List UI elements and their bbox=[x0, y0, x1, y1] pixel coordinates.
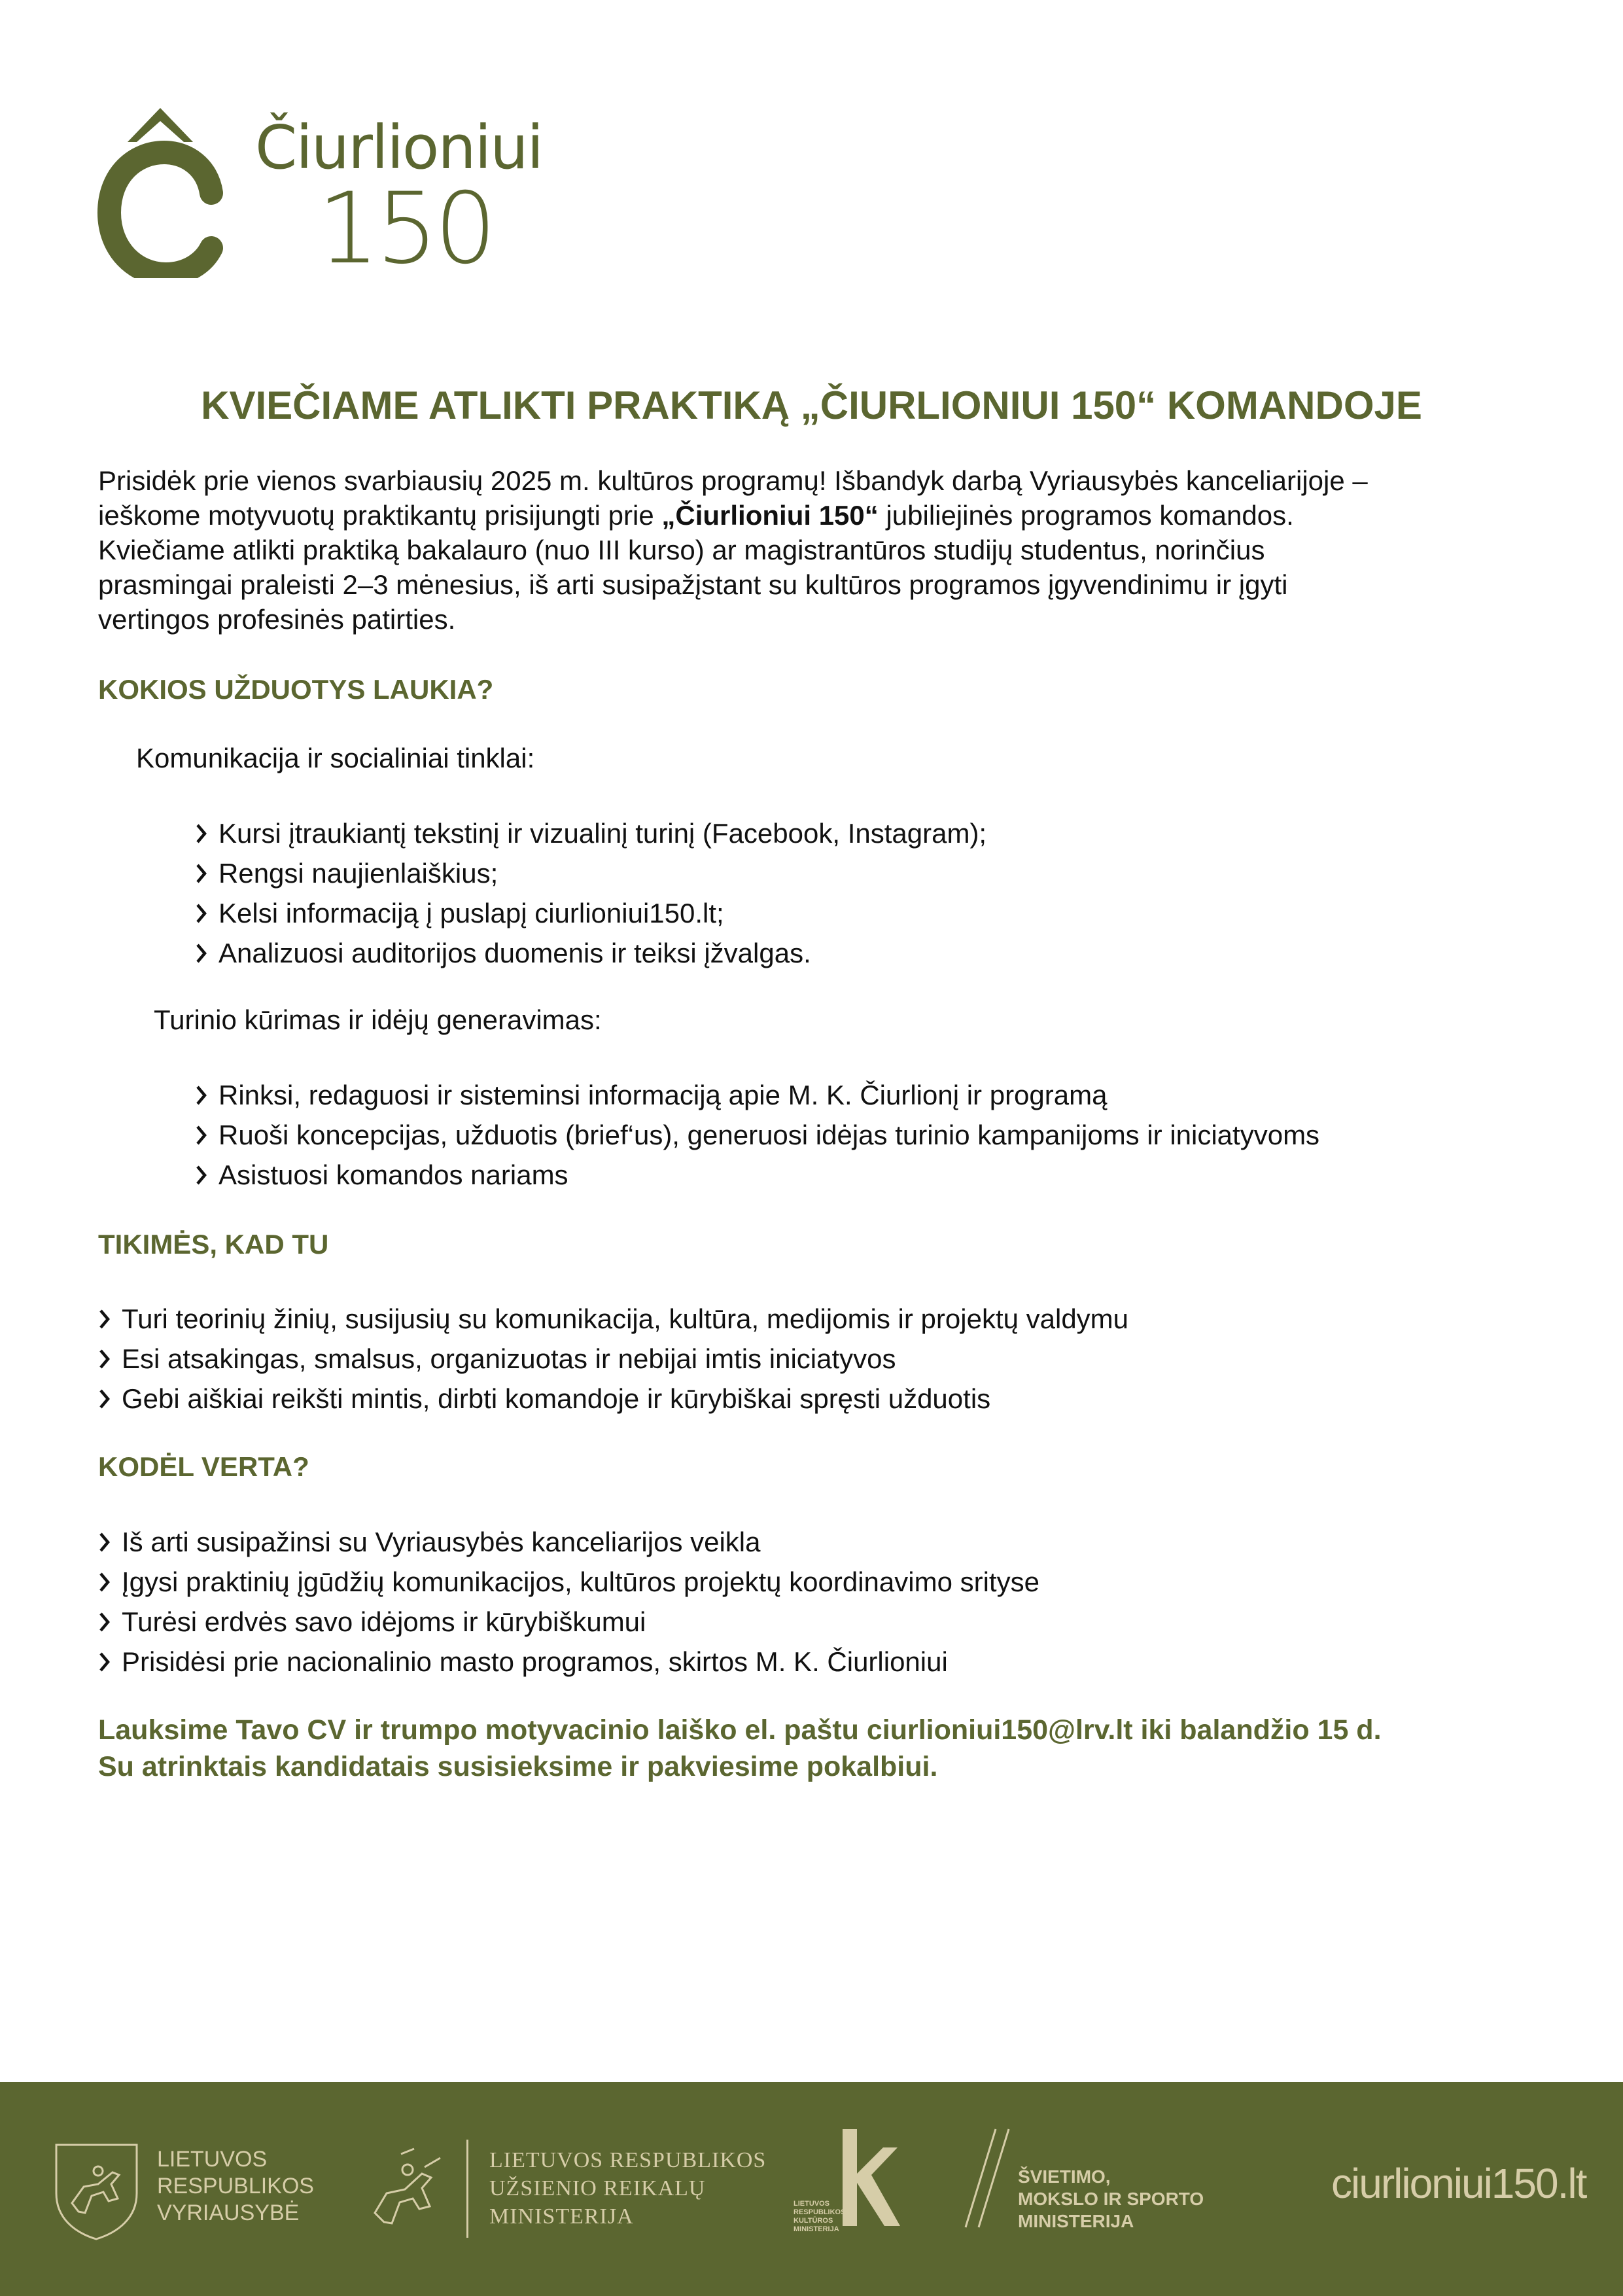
list-item-text: Kursi įtraukiantį tekstinį ir vizualinį turinį (Facebook, Instagram); bbox=[218, 818, 987, 849]
chevron-right-icon bbox=[195, 941, 208, 966]
vytis-knight-icon bbox=[362, 2141, 453, 2239]
gov-line: VYRIAUSYBĖ bbox=[157, 2200, 300, 2225]
list-item bbox=[98, 1522, 1039, 1562]
logo-name: Čiurlioniui bbox=[255, 113, 543, 183]
call-to-action bbox=[98, 1712, 1382, 1785]
list-item bbox=[195, 853, 986, 893]
chevron-right-icon bbox=[195, 1163, 208, 1188]
tasks-heading: KOKIOS UŽDUOTYS LAUKIA? bbox=[98, 674, 494, 705]
footer-bar bbox=[0, 2082, 1623, 2296]
chevron-right-icon bbox=[98, 1347, 111, 1371]
vytis-emblem-icon bbox=[52, 2141, 141, 2242]
page-title: KVIEČIAME ATLIKTI PRAKTIKĄ „ČIURLIONIUI 150“ KOMANDOJE bbox=[201, 383, 1422, 427]
why-heading: KODĖL VERTA? bbox=[98, 1451, 309, 1482]
list-item-text: Kelsi informaciją į puslapį ciurlioniui150.lt; bbox=[218, 898, 724, 928]
chevron-right-icon bbox=[195, 1083, 208, 1108]
logo-number: 150 bbox=[317, 172, 493, 286]
smsm-line: MOKSLO IR SPORTO bbox=[1018, 2189, 1204, 2209]
cta-line: Lauksime Tavo CV ir trumpo motyvacinio laiško el. paštu ciurlioniui150@lrv.lt iki balandžio 15 d. bbox=[98, 1714, 1382, 1746]
intro-line bbox=[98, 498, 1537, 533]
smsm-line: MINISTERIJA bbox=[1018, 2211, 1134, 2231]
expect-list bbox=[98, 1299, 1128, 1419]
why-list bbox=[98, 1522, 1039, 1682]
chevron-right-icon bbox=[98, 1530, 111, 1555]
chevron-right-icon bbox=[98, 1570, 111, 1595]
list-item-text: Turėsi erdvės savo idėjoms ir kūrybiškumui bbox=[122, 1606, 646, 1637]
culture-ministry-k-icon bbox=[837, 2128, 903, 2226]
kult-name bbox=[794, 2200, 845, 2234]
urm-line: LIETUVOS RESPUBLIKOS bbox=[489, 2148, 767, 2172]
intro-text: jubiliejinės programos komandos. bbox=[878, 500, 1294, 531]
chevron-right-icon bbox=[195, 901, 208, 926]
content-list bbox=[195, 1075, 1319, 1195]
urm-line: UŽSIENIO REIKALŲ bbox=[489, 2176, 706, 2200]
intro-line: Prisidėk prie vienos svarbiausių 2025 m. kultūros programų! Išbandyk darbą Vyriausybės kanceliarijoje – bbox=[98, 465, 1368, 496]
chevron-right-icon bbox=[195, 1123, 208, 1148]
gov-line: LIETUVOS bbox=[157, 2147, 268, 2172]
intro-line: prasmingai praleisti 2–3 mėnesius, iš arti susipažįstant su kultūros programos įgyvendinimu ir įgyti bbox=[98, 569, 1288, 600]
footer-divider bbox=[466, 2140, 468, 2238]
list-item bbox=[195, 813, 986, 853]
intro-line: vertingos profesinės patirties. bbox=[98, 604, 456, 635]
gov-name bbox=[157, 2146, 314, 2227]
gov-line: RESPUBLIKOS bbox=[157, 2174, 314, 2199]
list-item-text: Prisidėsi prie nacionalinio masto programos, skirtos M. K. Čiurlioniui bbox=[122, 1646, 948, 1677]
list-item bbox=[98, 1602, 1039, 1642]
urm-name bbox=[489, 2146, 766, 2231]
list-item-text: Įgysi praktinių įgūdžių komunikacijos, kultūros projektų koordinavimo srityse bbox=[122, 1566, 1039, 1597]
c-mountain-logo-icon bbox=[95, 95, 226, 278]
list-item-text: Ruoši koncepcijas, užduotis (brief‘us), generuosi idėjas turinio kampanijoms ir iniciatyvoms bbox=[218, 1120, 1320, 1150]
list-item-text: Rengsi naujienlaiškius; bbox=[218, 858, 498, 889]
intro-line: Kviečiame atlikti praktiką bakalauro (nuo III kurso) ar magistrantūros studijų studentus, norinčius bbox=[98, 535, 1265, 565]
list-item bbox=[195, 933, 986, 973]
website-link[interactable]: ciurlioniui150.lt bbox=[1331, 2160, 1586, 2207]
list-item bbox=[98, 1642, 1039, 1682]
chevron-right-icon bbox=[195, 821, 208, 846]
smsm-name bbox=[1018, 2166, 1204, 2233]
chevron-right-icon bbox=[98, 1610, 111, 1634]
program-name: „Čiurlioniui 150“ bbox=[661, 500, 879, 531]
chevron-right-icon bbox=[98, 1307, 111, 1332]
intro-paragraph bbox=[98, 463, 1537, 637]
list-item bbox=[98, 1339, 1128, 1379]
kult-line: RESPUBLIKOS bbox=[794, 2208, 846, 2216]
expect-heading: TIKIMĖS, KAD TU bbox=[98, 1229, 329, 1260]
kult-line: MINISTERIJA bbox=[794, 2225, 839, 2233]
list-item-text: Rinksi, redaguosi ir sisteminsi informaciją apie M. K. Čiurlionį ir programą bbox=[218, 1080, 1108, 1110]
cta-line: Su atrinktais kandidatais susisieksime ir pakviesime pokalbiui. bbox=[98, 1751, 938, 1782]
intro-text: ieškome motyvuotų praktikantų prisijungti prie bbox=[98, 500, 662, 531]
list-item-text: Asistuosi komandos nariams bbox=[218, 1159, 568, 1190]
education-ministry-slashes-icon bbox=[963, 2127, 1015, 2231]
list-item bbox=[195, 1115, 1319, 1155]
smsm-line: ŠVIETIMO, bbox=[1018, 2166, 1111, 2187]
list-item bbox=[195, 893, 986, 933]
list-item bbox=[98, 1299, 1128, 1339]
list-item bbox=[98, 1379, 1128, 1419]
list-item-text: Gebi aiškiai reikšti mintis, dirbti komandoje ir kūrybiškai spręsti užduotis bbox=[122, 1383, 991, 1414]
chevron-right-icon bbox=[98, 1650, 111, 1674]
content-label: Turinio kūrimas ir idėjų generavimas: bbox=[154, 1004, 602, 1035]
list-item-text: Iš arti susipažinsi su Vyriausybės kanceliarijos veikla bbox=[122, 1527, 761, 1557]
comm-label: Komunikacija ir socialiniai tinklai: bbox=[136, 743, 535, 773]
list-item-text: Esi atsakingas, smalsus, organizuotas ir nebijai imtis iniciatyvos bbox=[122, 1343, 896, 1374]
kult-line: LIETUVOS bbox=[794, 2200, 830, 2208]
list-item-text: Turi teorinių žinių, susijusių su komunikacija, kultūra, medijomis ir projektų valdymu bbox=[122, 1303, 1129, 1334]
list-item bbox=[195, 1155, 1319, 1195]
list-item bbox=[195, 1075, 1319, 1115]
list-item bbox=[98, 1562, 1039, 1602]
comm-list bbox=[195, 813, 986, 973]
kult-line: KULTŪROS bbox=[794, 2217, 833, 2225]
chevron-right-icon bbox=[98, 1386, 111, 1411]
list-item-text: Analizuosi auditorijos duomenis ir teiksi įžvalgas. bbox=[218, 938, 811, 968]
urm-line: MINISTERIJA bbox=[489, 2204, 634, 2229]
chevron-right-icon bbox=[195, 861, 208, 886]
